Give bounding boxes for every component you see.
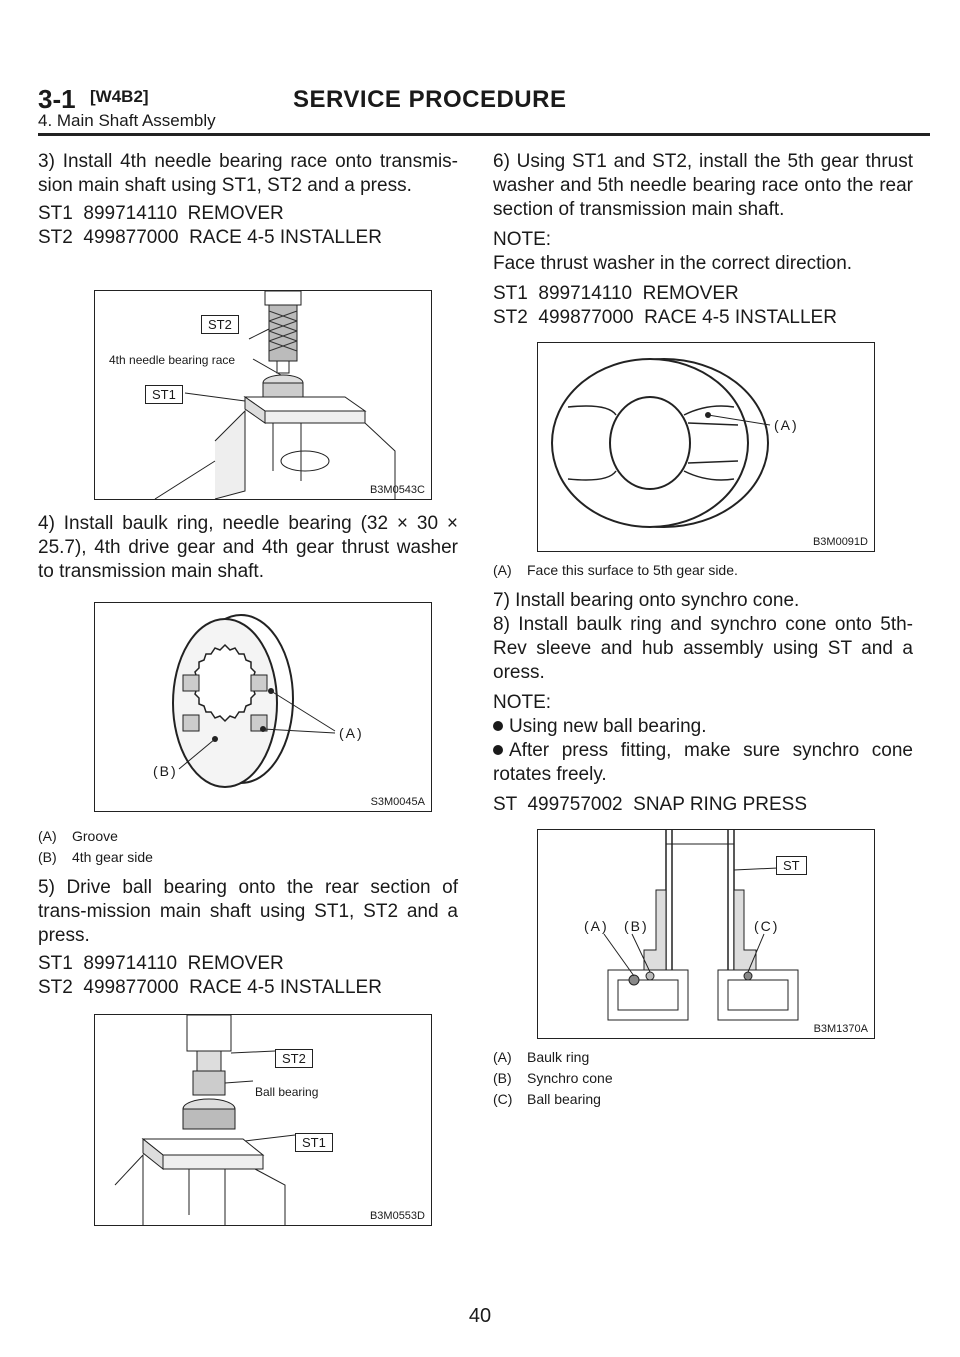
figure-s3m0045a	[94, 602, 432, 812]
figure-id: B3M0091D	[812, 536, 868, 548]
legend-item: (A) Face this surface to 5th gear side.	[493, 562, 738, 578]
step-3-text: 3) Install 4th needle bearing race onto transmis-sion main shaft using ST1, ST2 and a press.	[38, 151, 458, 196]
step-8-tool: ST 499757002 SNAP RING PRESS	[493, 794, 808, 815]
note-text: Face thrust washer in the correct direction.	[493, 253, 853, 274]
step-6-tool-2: ST2 499877000 RACE 4-5 INSTALLER	[493, 307, 837, 328]
page-subtitle: 4. Main Shaft Assembly	[38, 111, 216, 130]
step-5-tool-2: ST2 499877000 RACE 4-5 INSTALLER	[38, 977, 382, 998]
ball-bearing-press-illustration	[95, 1015, 431, 1225]
note-label: NOTE:	[493, 692, 552, 713]
bullet-item: Using new ball bearing.	[493, 715, 913, 739]
label-st2: ST2	[275, 1049, 313, 1068]
label-a: (A)	[774, 417, 799, 433]
label-st1: ST1	[295, 1133, 333, 1152]
left-column	[38, 150, 458, 1226]
label-4th-needle-bearing-race: 4th needle bearing race	[109, 353, 236, 367]
section-code: [W4B2]	[90, 87, 149, 106]
legend-item: (A) Baulk ring	[493, 1049, 590, 1065]
right-column	[493, 150, 913, 1118]
label-b: (B)	[153, 763, 178, 779]
page-number: 40	[468, 1305, 492, 1327]
label-a: (A)	[339, 725, 364, 741]
bullet-icon	[493, 745, 503, 755]
page-header	[38, 84, 930, 134]
note-label: NOTE:	[493, 229, 552, 250]
figure-id: B3M1370A	[813, 1023, 868, 1035]
step-8-text: 8) Install baulk ring and synchro cone onto 5th-Rev sleeve and hub assembly using ST and a oress.	[493, 614, 913, 683]
legend-item: (B) 4th gear side	[38, 849, 153, 865]
label-st2: ST2	[201, 315, 239, 334]
figure-id: B3M0553D	[369, 1210, 425, 1222]
figure-id: B3M0543C	[369, 484, 425, 496]
figure-id: S3M0045A	[370, 796, 425, 808]
label-st: ST	[776, 856, 807, 875]
figure-b3m0091d	[537, 342, 875, 552]
step-3-tool-1: ST1 899714110 REMOVER	[38, 203, 284, 224]
step-7-text: 7) Install bearing onto synchro cone.	[493, 590, 800, 611]
label-b: (B)	[624, 918, 649, 934]
legend-item: (B) Synchro cone	[493, 1070, 613, 1086]
figure-b3m1370a	[537, 829, 875, 1039]
5th-gear-thrust-washer-illustration	[538, 343, 874, 551]
figure-legend	[493, 560, 913, 581]
figure-b3m0553d	[94, 1014, 432, 1226]
snap-ring-press-illustration	[538, 830, 874, 1038]
header-rule	[38, 133, 930, 136]
legend-item: (C) Ball bearing	[493, 1091, 601, 1107]
label-ball-bearing: Ball bearing	[255, 1085, 319, 1099]
figure-legend	[38, 826, 458, 868]
label-c: (C)	[754, 918, 780, 934]
page-title: SERVICE PROCEDURE	[293, 86, 567, 113]
bullet-item: After press fitting, make sure synchro cone rotates freely.	[493, 740, 913, 785]
figure-b3m0543c	[94, 290, 432, 500]
label-st1: ST1	[145, 385, 183, 404]
step-5-tool-1: ST1 899714110 REMOVER	[38, 953, 284, 974]
step-6-text: 6) Using ST1 and ST2, install the 5th gear thrust washer and 5th needle bearing race onto the rear section of transmission main shaft.	[493, 151, 913, 220]
figure-legend	[493, 1047, 913, 1110]
thrust-washer-illustration	[95, 603, 431, 811]
step-5-text: 5) Drive ball bearing onto the rear section of trans-mission main shaft using ST1, ST2 and a press.	[38, 877, 458, 946]
step-4-text: 4) Install baulk ring, needle bearing (32 × 30 × 25.7), 4th drive gear and 4th gear thrust washer to transmission main shaft.	[38, 513, 458, 582]
label-a: (A)	[584, 918, 609, 934]
step-6-tool-1: ST1 899714110 REMOVER	[493, 283, 739, 304]
bullet-icon	[493, 721, 503, 731]
section-number: 3-1	[38, 84, 76, 114]
step-3-tool-2: ST2 499877000 RACE 4-5 INSTALLER	[38, 227, 382, 248]
legend-item: (A) Groove	[38, 828, 118, 844]
